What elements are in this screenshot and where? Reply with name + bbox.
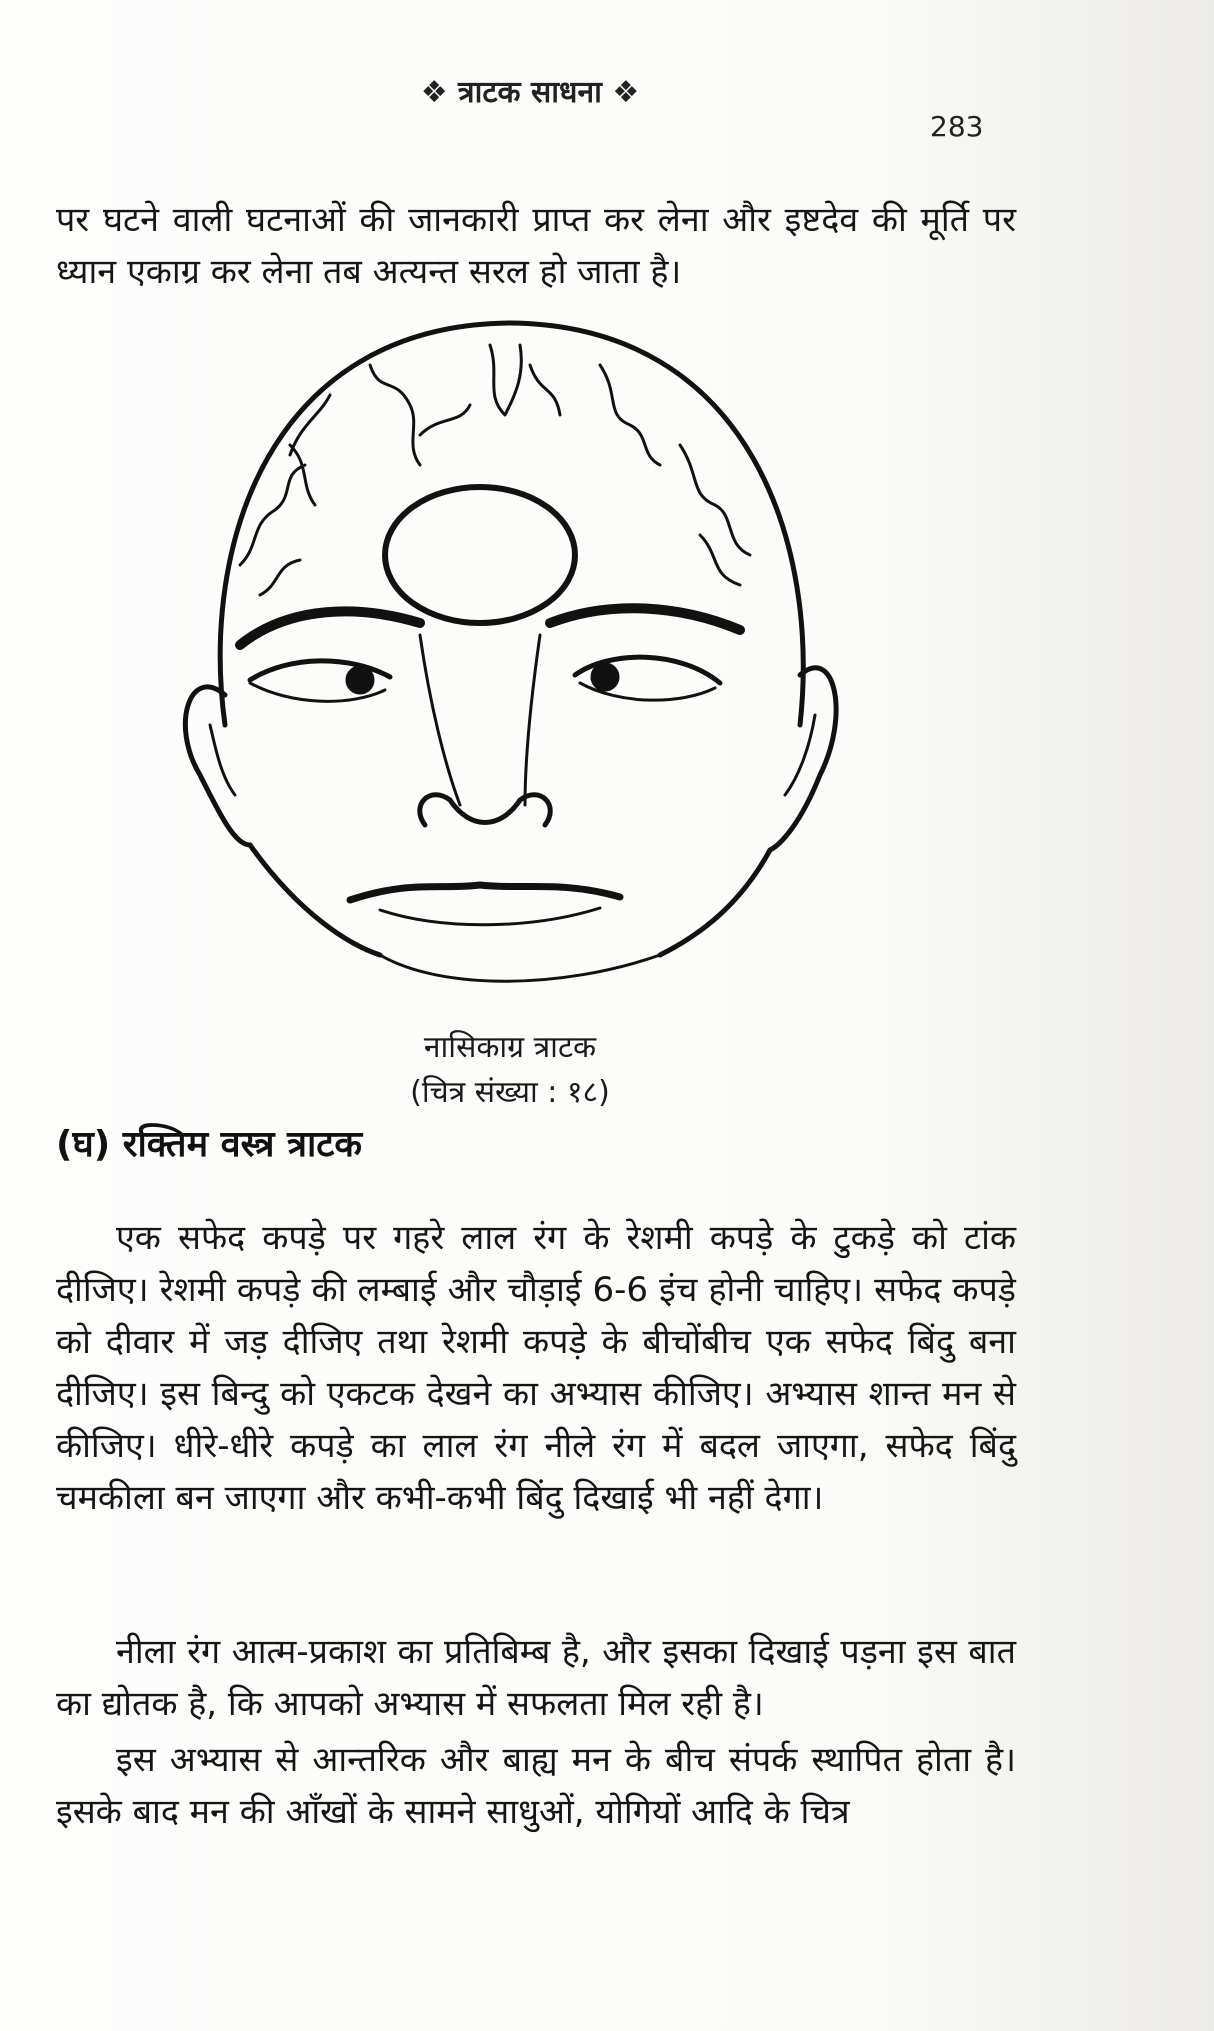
intro-paragraph: पर घटने वाली घटनाओं की जानकारी प्राप्त कर लेना और इष्टदेव की मूर्ति पर ध्यान एकाग्र कर लेना तब अत्यन्त सरल हो जाता है। xyxy=(56,200,1016,292)
face-illustration xyxy=(180,305,840,985)
page-number: 283 xyxy=(930,110,984,143)
body-paragraph: इस अभ्यास से आन्तरिक और बाह्य मन के बीच संपर्क स्थापित होता है। इसके बाद मन की आँखों के सामने साधुओं, योगियों आदि के चित्र xyxy=(56,1740,1016,1832)
body-paragraph: एक सफेद कपड़े पर गहरे लाल रंग के रेशमी कपड़े के टुकड़े को टांक दीजिए। रेशमी कपड़े की लम्बाई और चौड़ाई 6-6 इंच होनी चाहिए। सफेद कपड़े को दीवार में जड़ दीजिए तथा रेशमी कपड़े के बीचोंबीच एक सफेद बिंदु बना दीजिए। इस बिन्दु को एकटक देखने का अभ्यास कीजिए। अभ्यास शान्त मन से कीजिए। धीरे-धीरे कपड़े का लाल रंग नीले रंग में बदल जाएगा, सफेद बिंदु चमकीला बन जाएगा और कभी-कभी बिंदु दिखाई भी नहीं देगा। xyxy=(56,1218,1016,1518)
body-paragraph: नीला रंग आत्म-प्रकाश का प्रतिबिम्ब है, और इसका दिखाई पड़ना इस बात का द्योतक है, कि आपको अभ्यास में सफलता मिल रही है। xyxy=(56,1632,1016,1724)
section-heading: (घ) रक्तिम वस्त्र त्राटक xyxy=(56,1124,363,1165)
figure-caption-number: (चित्र संख्या : १८) xyxy=(410,1075,610,1110)
nasal-gaze-face-icon xyxy=(180,305,840,985)
figure-caption-title: नासिकाग्र त्राटक xyxy=(423,1030,597,1065)
running-head: ❖ त्राटक साधना ❖ xyxy=(420,75,640,110)
